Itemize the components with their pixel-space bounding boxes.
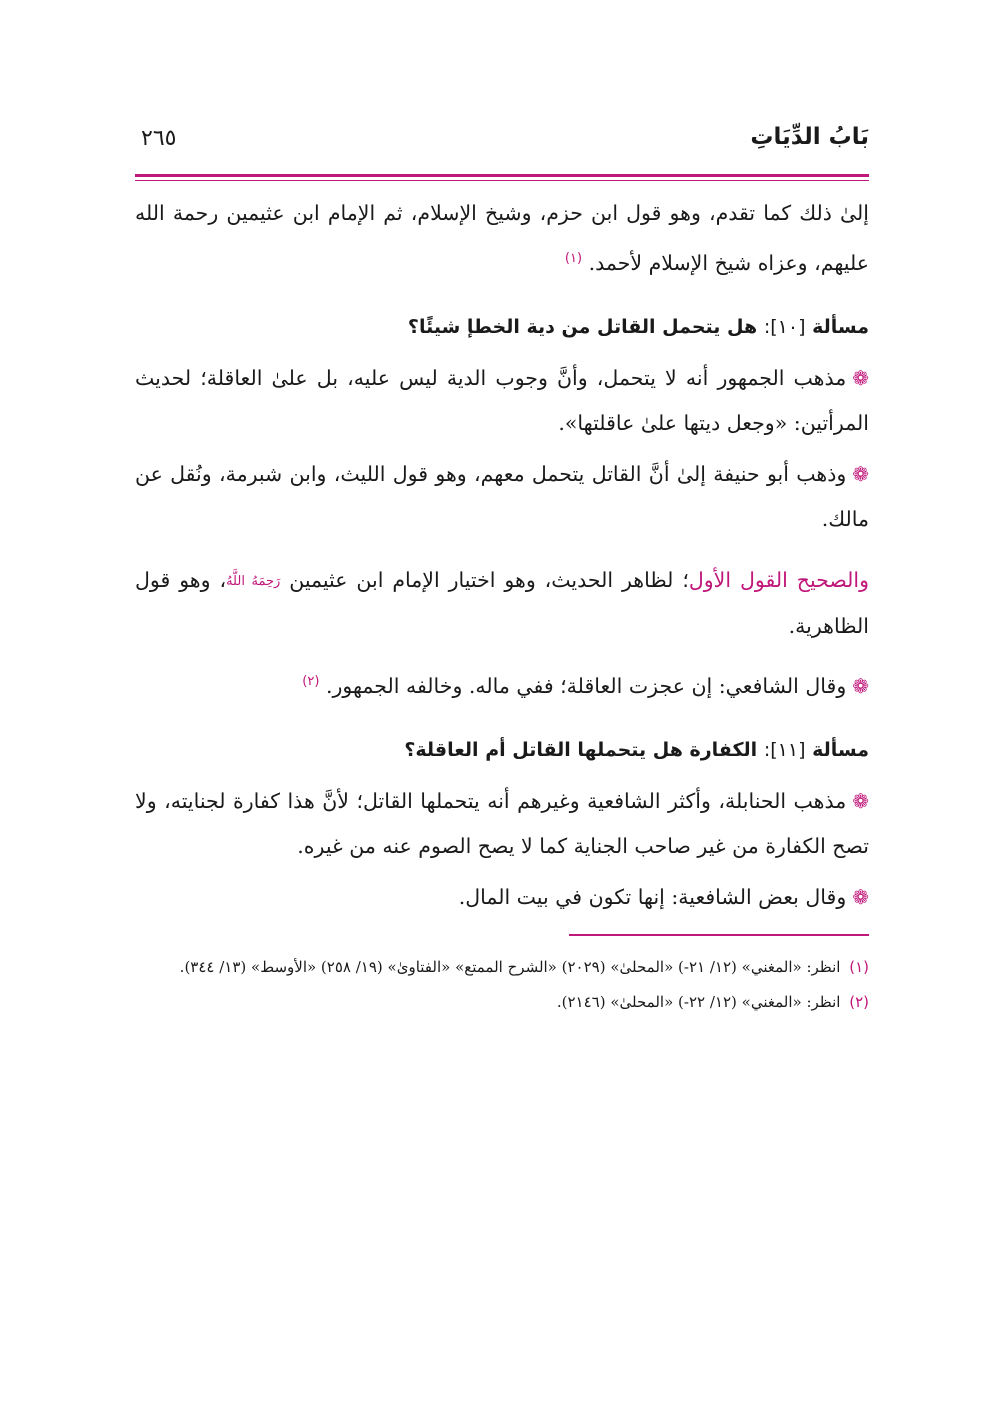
intro-paragraph [135, 191, 869, 286]
preferred-opinion-paragraph [135, 558, 869, 649]
footnote-ref-2[interactable]: (٢) [302, 673, 320, 689]
flower-bullet-icon: ❁ [852, 673, 869, 698]
footnote-2 [135, 989, 869, 1016]
footnote-text: انظر: «المغني» (١٢/ ٢٢-) «المحلىٰ» (٢١٤٦). [556, 992, 841, 1011]
issue-number: [١١]: [763, 738, 806, 761]
issue-10-paragraph-1 [135, 356, 869, 446]
issue-11-heading [135, 739, 869, 761]
page-number: ٢٦٥ [141, 126, 177, 151]
flower-bullet-icon: ❁ [852, 365, 869, 390]
header-rule-thin [135, 180, 869, 181]
preferred-opinion-text: ؛ لظاهر الحديث، وهو اختيار الإمام ابن عثيمين [289, 567, 689, 592]
footnote-ref-1[interactable]: (١) [564, 251, 583, 266]
chapter-title: بَابُ الدِّيَاتِ [750, 124, 869, 150]
footnote-number: (٢) [849, 992, 869, 1011]
header-rule-thick [135, 174, 869, 177]
paragraph-text: وقال الشافعي: إن عجزت العاقلة؛ ففي ماله. وخالفه الجمهور. [325, 673, 847, 698]
issue-11-paragraph-2 [135, 875, 869, 920]
issue-11-paragraph-1 [135, 779, 869, 869]
hadith-quote: «وجعل ديتها علىٰ عاقلتها». [558, 410, 788, 435]
paragraph-text: وذهب أبو حنيفة إلىٰ أنَّ القاتل يتحمل معهم، وهو قول الليث، وابن شبرمة، ونُقل عن مالك. [135, 461, 869, 531]
footnote-text: انظر: «المغني» (١٢/ ٢١-) «المحلىٰ» (٢٠٢٩) «الشرح الممتع» «الفتاوىٰ» (١٩/ ٢٥٨) «الأوسط» (١٣/ ٣٤٤). [179, 957, 841, 976]
flower-bullet-icon: ❁ [852, 461, 869, 486]
issue-label: مسألة [812, 315, 869, 338]
issue-question: هل يتحمل القاتل من دية الخطإ شيئًا؟ [407, 315, 758, 338]
issue-10-paragraph-3 [135, 659, 869, 709]
footnote-1 [135, 954, 869, 981]
page-header [135, 120, 869, 170]
intro-text: إلىٰ ذلك كما تقدم، وهو قول ابن حزم، وشيخ الإسلام، ثم الإمام ابن عثيمين رحمة الله عليهم، وعزاه شيخ الإسلام لأحمد. [135, 201, 869, 275]
honorific-mark: رَحِمَهُ اللَّهُ [226, 573, 281, 589]
paragraph-text: وقال بعض الشافعية: إنها تكون في بيت المال. [458, 884, 847, 909]
paragraph-text: مذهب الحنابلة، وأكثر الشافعية وغيرهم أنه يتحملها القاتل؛ لأنَّ هذا كفارة لجنايته، ولا تصح الكفارة من غير صاحب الجناية كما لا يصح الصوم عنه من غيره. [135, 788, 869, 858]
preferred-opinion-label: والصحيح القول الأول [688, 567, 869, 592]
paragraph-text: مذهب الجمهور أنه لا يتحمل، وأنَّ وجوب الدية ليس عليه، بل علىٰ العاقلة؛ لحديث المرأتين: [135, 365, 869, 435]
footnote-number: (١) [849, 957, 869, 976]
issue-10-heading [135, 316, 869, 338]
issue-label: مسألة [812, 738, 869, 761]
issue-number: [١٠]: [763, 315, 806, 338]
preferred-opinion-text-2: ، وهو قول الظاهرية. [135, 567, 869, 638]
footnotes [135, 954, 869, 1016]
issue-question: الكفارة هل يتحملها القاتل أم العاقلة؟ [404, 738, 758, 761]
flower-bullet-icon: ❁ [852, 788, 869, 813]
issue-10-paragraph-2 [135, 452, 869, 542]
footnote-separator [569, 934, 869, 936]
flower-bullet-icon: ❁ [852, 884, 869, 909]
page [135, 120, 869, 1024]
